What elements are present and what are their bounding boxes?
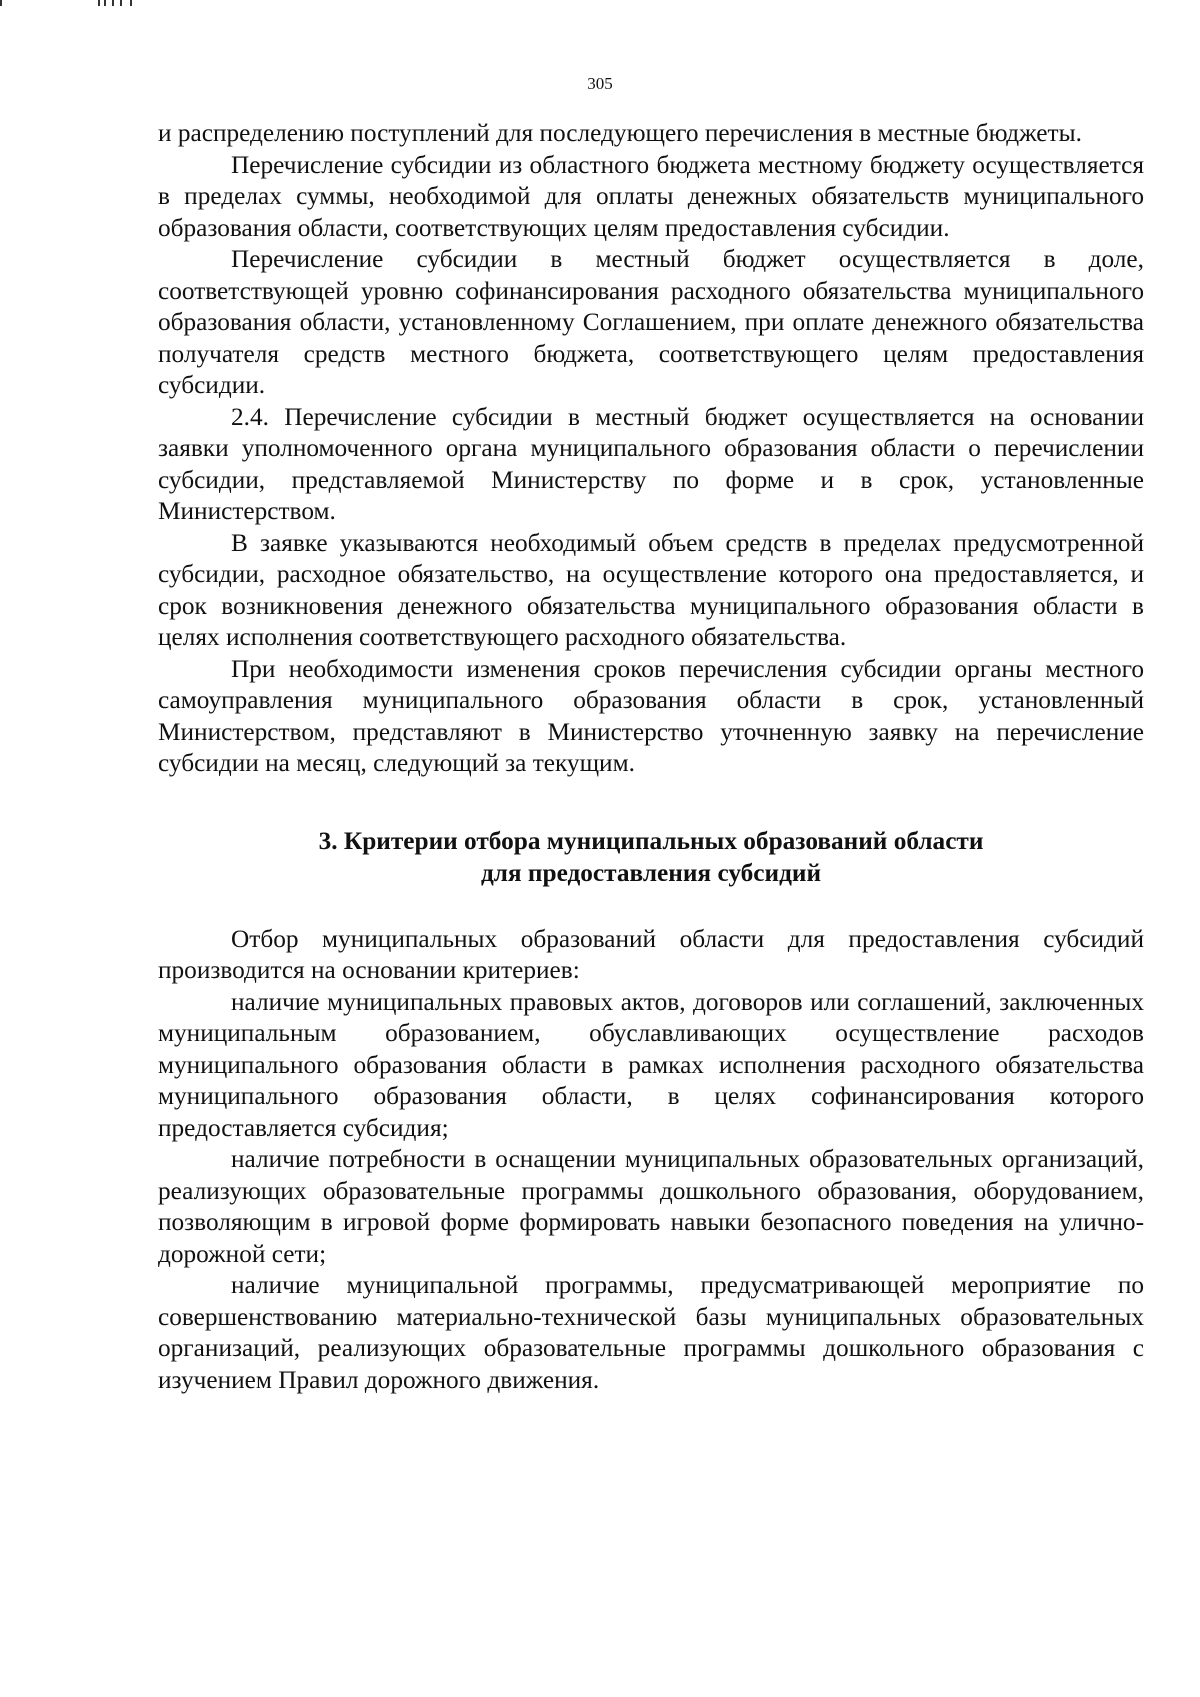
section-heading-line: для предоставления субсидий xyxy=(480,858,822,887)
paragraph: и распределению поступлений для последующего перечисления в местные бюджеты. xyxy=(158,119,1082,147)
scan-edge-marks xyxy=(0,0,160,6)
paragraph: Перечисление субсидии из областного бюджета местному бюджету осуществляется в пределах суммы, необходимой для оплаты денежных обязательств муниципального образования области, соответствующих целям предоставления субсидии. xyxy=(158,150,1144,242)
paragraph: При необходимости изменения сроков перечисления субсидии органы местного самоуправления муниципального образования области в срок, установленный Министерством, представляют в Министерство уточненную заявку на перечисление субсидии на месяц, следующий за текущим. xyxy=(158,654,1144,777)
section-heading xyxy=(158,825,1144,889)
paragraph: В заявке указываются необходимый объем средств в пределах предусмотренной субсидии, расходное обязательство, на осуществление которого она предоставляется, и срок возникновения денежного обязательства муниципального образования области в целях исполнения соответствующего расходного обязательства. xyxy=(158,528,1144,651)
section-heading-line: 3. Критерии отбора муниципальных образований области xyxy=(318,826,984,855)
paragraph: Отбор муниципальных образований области для предоставления субсидий производится на основании критериев: xyxy=(158,924,1144,984)
criterion-paragraph: наличие муниципальных правовых актов, договоров или соглашений, заключенных муниципальным образованием, обуславливающих осуществление расходов муниципального образования области в рамках исполнения расходного обязательства муниципального образования области, в целях софинансирования которого предоставляется субсидия; xyxy=(158,987,1144,1142)
criterion-paragraph: наличие муниципальной программы, предусматривающей мероприятие по совершенствованию материально-технической базы муниципальных образовательных организаций, реализующих образовательные программы дошкольного образования с изучением Правил дорожного движения. xyxy=(158,1271,1144,1394)
paragraph: 2.4. Перечисление субсидии в местный бюджет осуществляется на основании заявки уполномоченного органа муниципального образования области о перечислении субсидии, представляемой Министерству по форме и в срок, установленные Министерством. xyxy=(158,402,1144,525)
paragraph: Перечисление субсидии в местный бюджет осуществляется в доле, соответствующей уровню софинансирования расходного обязательства муниципального образования области, установленному Соглашением, при оплате денежного обязательства получателя средств местного бюджета, соответствующего целям предоставления субсидии. xyxy=(158,245,1144,399)
criterion-paragraph: наличие потребности в оснащении муниципальных образовательных организаций, реализующих образовательные программы дошкольного образования, оборудованием, позволяющим в игровой форме формировать навыки безопасного поведения на улично-дорожной сети; xyxy=(158,1145,1144,1268)
page-number: 305 xyxy=(587,74,613,93)
document-body xyxy=(158,118,1144,1396)
